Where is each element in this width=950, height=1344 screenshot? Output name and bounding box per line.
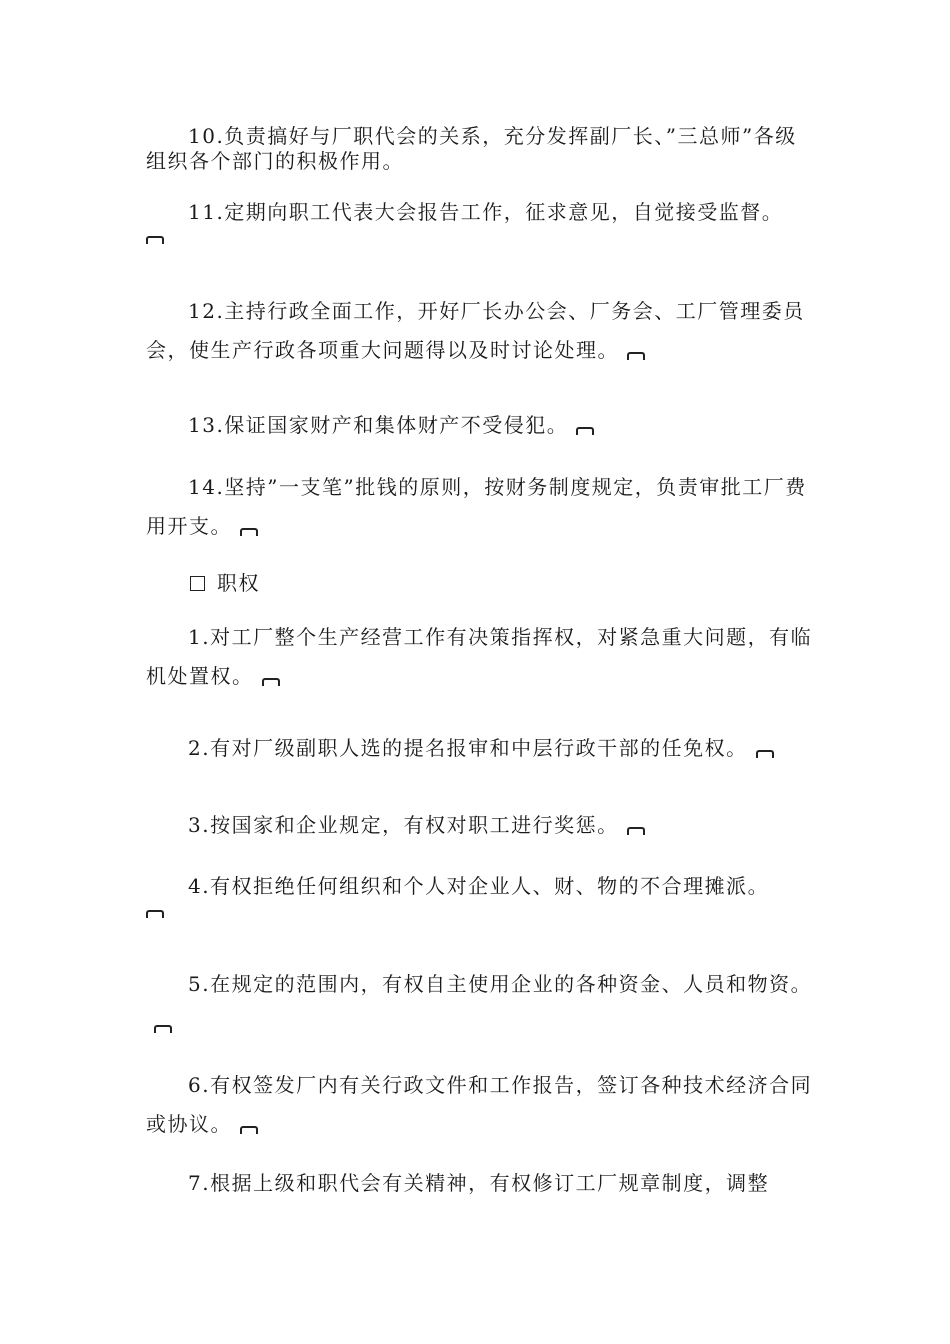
return-mark-icon	[756, 750, 774, 758]
paragraph-power-4	[146, 867, 816, 918]
paragraph-text: 1.对工厂整个生产经营工作有决策指挥权，对紧急重大问题，有临机处置权。	[146, 625, 813, 688]
checkbox-icon	[190, 576, 205, 591]
return-mark-icon	[576, 427, 594, 435]
paragraph-power-2	[146, 729, 816, 768]
return-mark-icon	[627, 352, 645, 360]
return-mark-icon	[262, 678, 280, 686]
return-mark-icon	[240, 528, 258, 536]
paragraph-item-13	[146, 406, 816, 445]
paragraph-item-14	[146, 468, 816, 546]
paragraph-item-12	[146, 292, 816, 370]
paragraph-text: 7.根据上级和职代会有关精神，有权修订工厂规章制度，调整	[188, 1171, 770, 1195]
paragraph-text: 2.有对厂级副职人选的提名报审和中层行政干部的任免权。	[188, 736, 748, 760]
paragraph-text: 5.在规定的范围内，有权自主使用企业的各种资金、人员和物资。	[188, 972, 813, 996]
paragraph-item-10	[146, 124, 816, 174]
paragraph-text: 11.定期向职工代表大会报告工作，征求意见，自觉接受监督。	[188, 200, 784, 224]
paragraph-power-6	[146, 1066, 816, 1144]
paragraph-item-11	[146, 193, 816, 244]
paragraph-text: 14.坚持”一支笔”批钱的原则，按财务制度规定，负责审批工厂费用开支。	[146, 475, 807, 538]
paragraph-power-3	[146, 806, 816, 845]
paragraph-text: 10.负责搞好与厂职代会的关系，充分发挥副厂长、”三总师”各级组织各个部门的积极作用。	[146, 124, 797, 173]
return-mark-icon	[627, 827, 645, 835]
paragraph-text: 13.保证国家财产和集体财产不受侵犯。	[188, 413, 569, 437]
return-mark-icon	[146, 910, 164, 918]
paragraph-text: 6.有权签发厂内有关行政文件和工作报告，签订各种技术经济合同或协议。	[146, 1073, 813, 1136]
paragraph-text: 3.按国家和企业规定，有权对职工进行奖惩。	[188, 813, 619, 837]
section-heading-text: 职权	[217, 571, 260, 595]
return-mark-icon	[240, 1126, 258, 1134]
paragraph-power-1	[146, 618, 816, 696]
return-mark-icon	[154, 1025, 172, 1033]
paragraph-text: 12.主持行政全面工作，开好厂长办公会、厂务会、工厂管理委员会，使生产行政各项重大问题得以及时讨论处理。	[146, 299, 805, 362]
paragraph-power-7	[146, 1164, 816, 1203]
paragraph-power-5	[146, 965, 816, 1043]
section-heading	[190, 568, 260, 598]
return-mark-icon	[146, 236, 164, 244]
paragraph-text: 4.有权拒绝任何组织和个人对企业人、财、物的不合理摊派。	[188, 874, 770, 898]
